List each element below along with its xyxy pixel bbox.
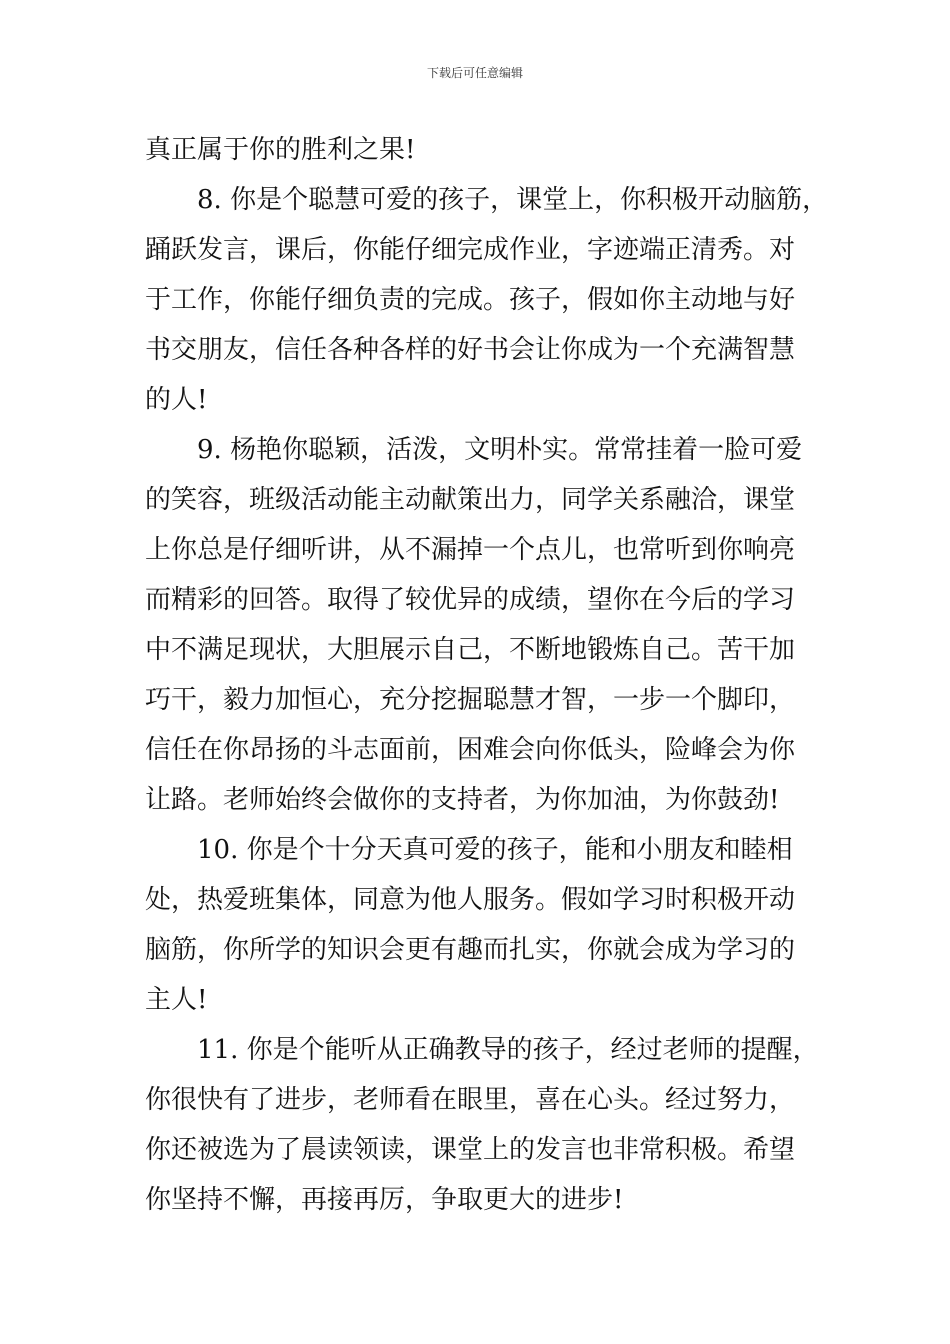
text-line: 真正属于你的胜利之果!	[145, 135, 416, 165]
text-line: 踊跃发言，课后，你能仔细完成作业，字迹端正清秀。对	[145, 235, 796, 265]
text-line: 让路。老师始终会做你的支持者，为你加油，为你鼓劲!	[145, 785, 780, 815]
text-line: 脑筋，你所学的知识会更有趣而扎实，你就会成为学习的	[145, 935, 796, 965]
text-line: 主人!	[145, 985, 208, 1015]
text-line: 中不满足现状，大胆展示自己，不断地锻炼自己。苦干加	[145, 635, 796, 665]
text-line: 处，热爱班集体，同意为他人服务。假如学习时积极开动	[145, 885, 796, 915]
page-header: 下载后可任意编辑	[426, 66, 523, 80]
text-line: 你还被选为了晨读领读，课堂上的发言也非常积极。希望	[145, 1135, 796, 1165]
text-line: 的人!	[145, 385, 208, 415]
text-line: 你很快有了进步，老师看在眼里，喜在心头。经过努力，	[145, 1085, 796, 1115]
paragraph-10-start: 10. 你是个十分天真可爱的孩子，能和小朋友和睦相	[197, 835, 793, 865]
paragraph-9-start: 9. 杨艳你聪颖，活泼，文明朴实。常常挂着一脸可爱	[197, 435, 803, 465]
text-line: 上你总是仔细听讲，从不漏掉一个点儿，也常听到你响亮	[145, 535, 796, 565]
text-line: 书交朋友，信任各种各样的好书会让你成为一个充满智慧	[145, 335, 796, 365]
text-line: 而精彩的回答。取得了较优异的成绩，望你在今后的学习	[145, 585, 796, 615]
text-line: 你坚持不懈，再接再厉，争取更大的进步!	[145, 1185, 624, 1215]
text-line: 巧干，毅力加恒心，充分挖掘聪慧才智，一步一个脚印，	[145, 685, 796, 715]
document-body	[145, 125, 835, 1225]
paragraph-8-start: 8. 你是个聪慧可爱的孩子，课堂上，你积极开动脑筋，	[197, 185, 829, 215]
text-line: 于工作，你能仔细负责的完成。孩子，假如你主动地与好	[145, 285, 796, 315]
text-line: 信任在你昂扬的斗志面前，困难会向你低头，险峰会为你	[145, 735, 796, 765]
text-line: 的笑容，班级活动能主动献策出力，同学关系融洽，课堂	[145, 485, 796, 515]
paragraph-11-start: 11. 你是个能听从正确教导的孩子，经过老师的提醒，	[197, 1035, 819, 1065]
